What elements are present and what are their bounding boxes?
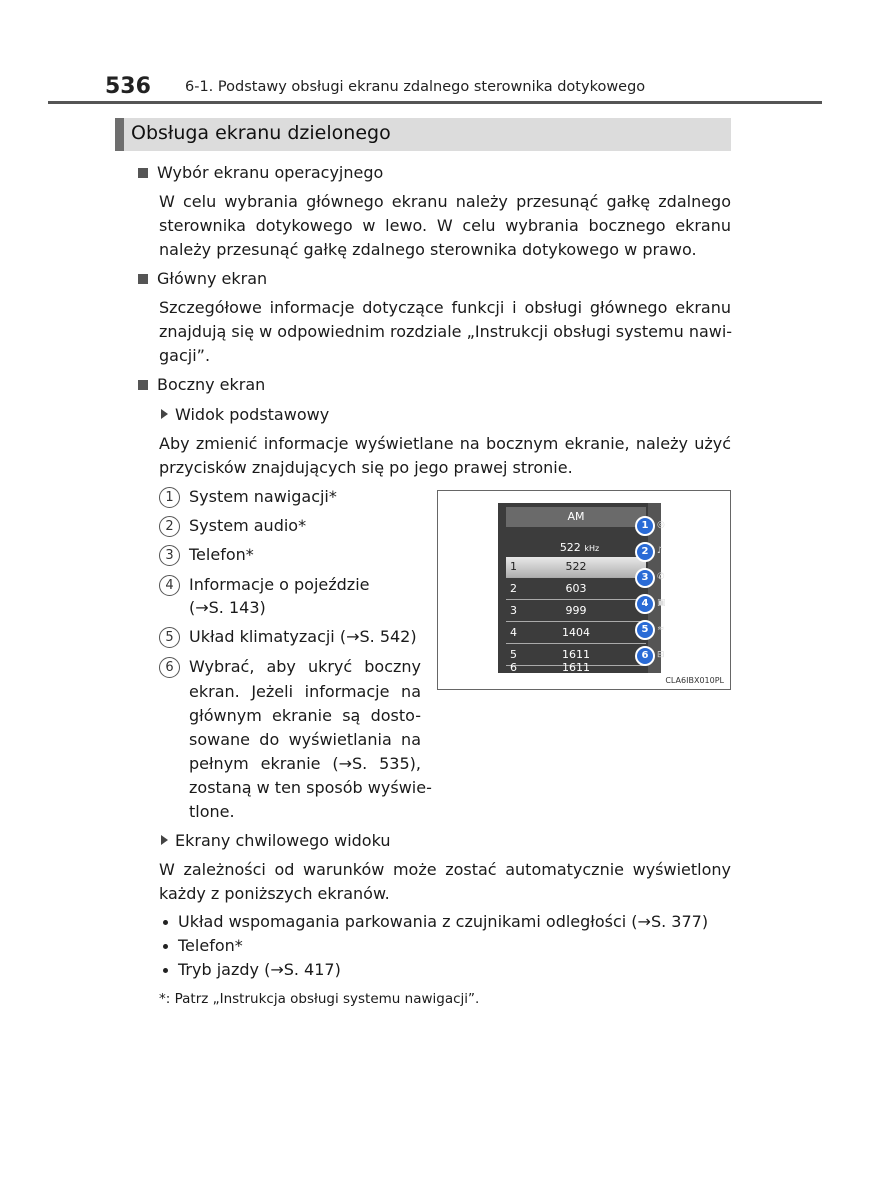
preset-number: 1 <box>510 560 517 573</box>
preset-number: 3 <box>510 604 517 617</box>
preset-number: 5 <box>510 648 517 661</box>
view-heading: Widok podstawowy <box>175 405 330 424</box>
number-circle-icon: 6 <box>159 657 180 678</box>
bullet-dot-icon <box>163 944 168 949</box>
number-circle-icon: 4 <box>159 575 180 596</box>
preset-value: 603 <box>565 582 587 595</box>
preset-row <box>506 663 646 673</box>
frequency-unit: kHz <box>584 544 600 553</box>
number-circle-icon: 3 <box>159 545 180 566</box>
radio-screen-figure <box>437 490 731 690</box>
preset-value: 1611 <box>562 661 590 674</box>
paragraph-line: W celu wybrania głównego ekranu należy przesunąć gałkę zdalnego <box>159 192 731 211</box>
music-icon: ♪ <box>657 546 663 556</box>
frequency-value: 522 <box>559 541 581 554</box>
preset-number: 2 <box>510 582 517 595</box>
list-item: zostaną w ten sposób wyświe- <box>189 778 432 797</box>
list-item: Wybrać, aby ukryć boczny <box>189 657 421 676</box>
bullet-dot-icon <box>163 920 168 925</box>
hide-screen-icon: ⊟ <box>657 650 665 660</box>
footnote: *: Patrz „Instrukcja obsługi systemu nawigacji”. <box>159 991 480 1007</box>
preset-row <box>506 579 646 600</box>
preset-value: 522 <box>565 560 587 573</box>
callout-badge: 1 <box>635 516 655 536</box>
paragraph-line: Szczegółowe informacje dotyczące funkcji i obsługi głównego ekranu <box>159 298 731 317</box>
preset-value: 1611 <box>562 648 590 661</box>
list-item: tlone. <box>189 802 235 821</box>
number-circle-icon: 1 <box>159 487 180 508</box>
bullet-item: Tryb jazdy (→S. 417) <box>178 960 341 979</box>
list-item: (→S. 143) <box>189 598 266 617</box>
callout-badge: 5 <box>635 620 655 640</box>
number-circle-icon: 5 <box>159 627 180 648</box>
preset-row <box>506 557 646 578</box>
band-header: AM <box>506 507 646 527</box>
square-bullet-icon <box>138 380 148 390</box>
preset-value: 1404 <box>562 626 590 639</box>
subheading: Wybór ekranu operacyjnego <box>157 163 384 182</box>
figure-code: CLA6IBX010PL <box>665 676 724 685</box>
list-item: pełnym ekranie (→S. 535), <box>189 754 421 773</box>
callout-badge: 2 <box>635 542 655 562</box>
list-item: Informacje o pojeździe <box>189 575 370 594</box>
preset-number: 4 <box>510 626 517 639</box>
navigation-icon: ◎ <box>657 520 665 530</box>
paragraph-line: W zależności od warunków może zostać automatycznie wyświetlony <box>159 860 731 879</box>
triangle-bullet-icon <box>161 409 168 419</box>
view-heading: Ekrany chwilowego widoku <box>175 831 391 850</box>
preset-value: 999 <box>565 604 587 617</box>
callout-badge: 3 <box>635 568 655 588</box>
page-number: 536 <box>105 74 151 99</box>
triangle-bullet-icon <box>161 835 168 845</box>
section-bar <box>115 118 731 151</box>
bullet-dot-icon <box>163 968 168 973</box>
callout-badge: 6 <box>635 646 655 666</box>
list-item: głównym ekranie są dosto- <box>189 706 421 725</box>
list-item: sowane do wyświetlania na <box>189 730 421 749</box>
subheading: Główny ekran <box>157 269 268 288</box>
header-rule <box>48 101 822 104</box>
phone-icon: ✆ <box>657 572 665 582</box>
paragraph-line: każdy z poniższych ekranów. <box>159 884 390 903</box>
square-bullet-icon <box>138 274 148 284</box>
paragraph-line: gacji”. <box>159 346 211 365</box>
paragraph-line: znajdują się w odpowiednim rozdziale „Instrukcji obsługi systemu nawi- <box>159 322 733 341</box>
preset-row <box>506 601 646 622</box>
section-title: Obsługa ekranu dzielonego <box>131 122 391 144</box>
preset-number: 6 <box>510 661 517 674</box>
paragraph-line: przycisków znajdujących się po jego prawej stronie. <box>159 458 573 477</box>
paragraph-line: sterownika dotykowego w lewo. W celu wybrania bocznego ekranu <box>159 216 731 235</box>
list-item: Układ klimatyzacji (→S. 542) <box>189 627 417 646</box>
subheading: Boczny ekran <box>157 375 266 394</box>
number-circle-icon: 2 <box>159 516 180 537</box>
list-item: System nawigacji* <box>189 487 337 506</box>
climate-icon: ≈ <box>657 624 665 634</box>
bullet-item: Układ wspomagania parkowania z czujnikami odległości (→S. 377) <box>178 912 709 931</box>
chapter-title: 6-1. Podstawy obsługi ekranu zdalnego sterownika dotykowego <box>185 79 646 95</box>
square-bullet-icon <box>138 168 148 178</box>
bullet-item: Telefon* <box>178 936 243 955</box>
vehicle-info-icon: ▣ <box>657 598 666 608</box>
section-accent <box>115 118 124 151</box>
preset-row <box>506 623 646 644</box>
callout-badge: 4 <box>635 594 655 614</box>
paragraph-line: należy przesunąć gałkę zdalnego sterownika dotykowego w prawo. <box>159 240 697 259</box>
list-item: System audio* <box>189 516 307 535</box>
paragraph-line: Aby zmienić informacje wyświetlane na bocznym ekranie, należy użyć <box>159 434 731 453</box>
list-item: Telefon* <box>189 545 254 564</box>
list-item: ekran. Jeżeli informacje na <box>189 682 421 701</box>
